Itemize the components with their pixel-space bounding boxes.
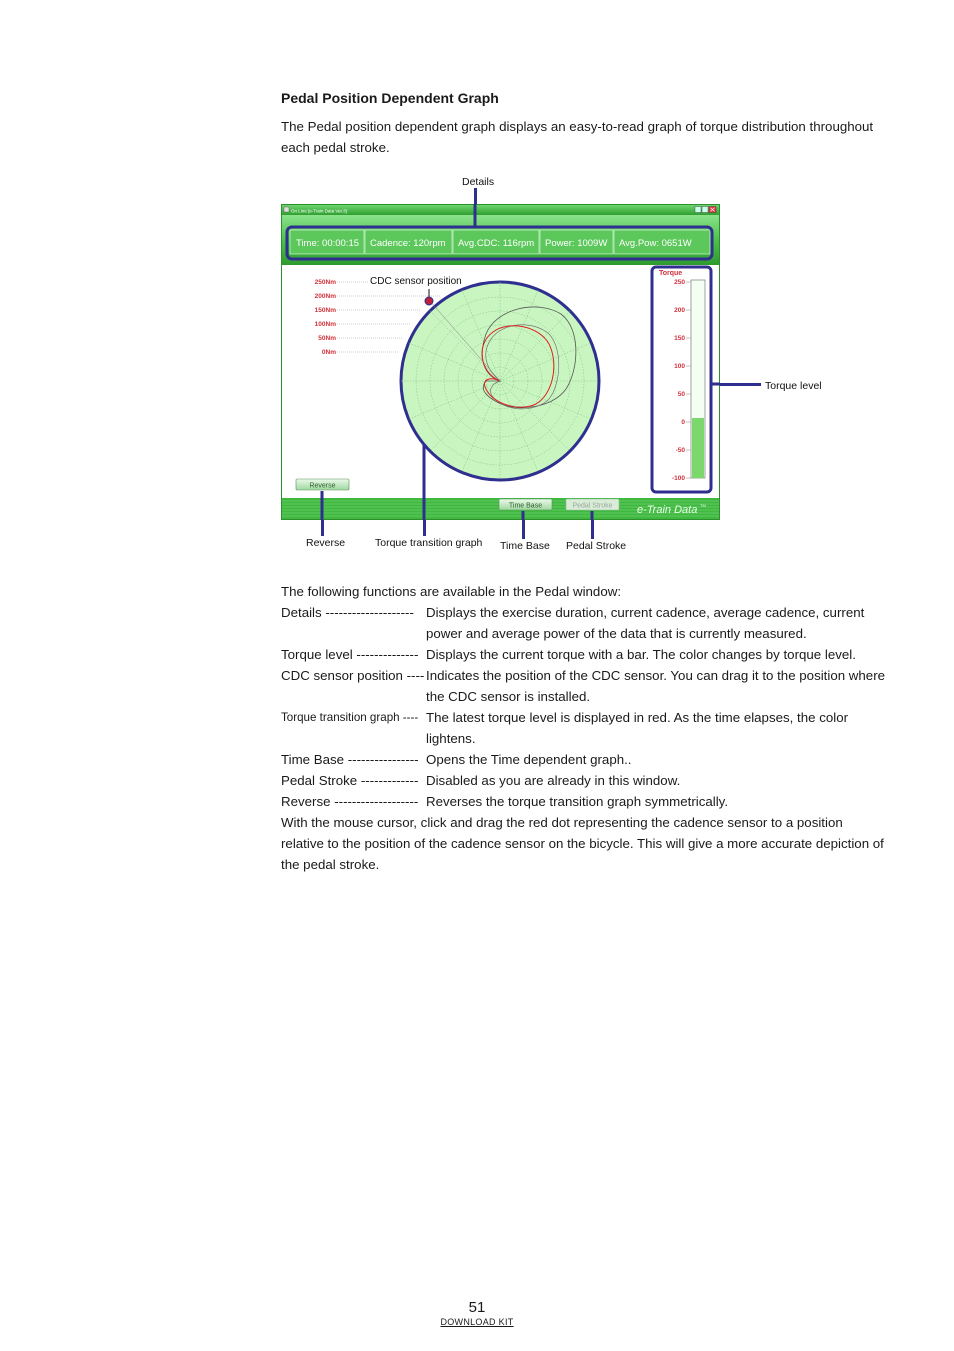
function-desc: Displays the exercise duration, current cadence, average cadence, current power and average power of the data that is currently measured. bbox=[426, 605, 865, 641]
torque-tick: 200 bbox=[674, 307, 685, 314]
nm-label: 0Nm bbox=[321, 349, 336, 356]
function-row-torque-level bbox=[281, 644, 887, 665]
torque-tick: -100 bbox=[671, 475, 685, 482]
reverse-button-label: Reverse bbox=[309, 482, 336, 490]
torque-tick: 150 bbox=[674, 335, 685, 342]
window-title-bar bbox=[282, 205, 719, 215]
callout-cdc-sensor: CDC sensor position bbox=[370, 276, 462, 287]
torque-tick: 250 bbox=[674, 279, 685, 286]
torque-level-callout-line-outer bbox=[720, 383, 761, 386]
minimize-button[interactable] bbox=[695, 207, 701, 213]
detail-cadence: Cadence: 120rpm bbox=[370, 238, 446, 249]
nm-label: 200Nm bbox=[314, 293, 336, 300]
time-base-button-label: Time Base bbox=[508, 502, 543, 510]
function-row-time-base bbox=[281, 749, 887, 770]
callout-details: Details bbox=[462, 176, 495, 188]
function-term: Torque transition graph ---- bbox=[281, 711, 419, 724]
callout-torque-graph: Torque transition graph bbox=[375, 537, 483, 549]
callout-reverse: Reverse bbox=[306, 537, 346, 549]
torque-tick: 50 bbox=[677, 391, 685, 398]
function-row-pedal-stroke bbox=[281, 770, 887, 791]
function-row-reverse bbox=[281, 791, 887, 812]
pedal-stroke-button-label: Pedal Stroke bbox=[572, 502, 613, 510]
detail-avg-pow: Avg.Pow: 0651W bbox=[619, 238, 692, 249]
window-title: On Line [e-Train Data Ver.3] bbox=[291, 208, 347, 214]
function-desc: Opens the Time dependent graph.. bbox=[426, 752, 632, 767]
pedal-window-figure bbox=[281, 204, 720, 520]
torque-tick: -50 bbox=[675, 447, 685, 454]
graph-callout-line-lower bbox=[423, 520, 426, 536]
app-icon bbox=[284, 207, 289, 212]
reverse-callout-line-lower bbox=[321, 520, 324, 536]
functions-intro: The following functions are available in the Pedal window: bbox=[281, 584, 622, 599]
torque-tick: 100 bbox=[674, 363, 685, 370]
torque-bar-fill bbox=[692, 418, 704, 478]
brand-trademark: TM bbox=[700, 503, 706, 508]
function-term: Details -------------------- bbox=[281, 605, 414, 620]
torque-bar-title: Torque bbox=[659, 270, 683, 277]
page-number: 51 bbox=[468, 1299, 486, 1316]
callout-time-base: Time Base bbox=[500, 540, 550, 552]
brand-logo: e-Train Data bbox=[637, 504, 698, 516]
function-term: Reverse ------------------- bbox=[281, 794, 419, 809]
intro-paragraph: The Pedal position dependent graph displays an easy-to-read graph of torque distribution throughout each pedal stroke. bbox=[281, 119, 874, 155]
function-row-details bbox=[281, 602, 887, 644]
pedal-stroke-callout-line-lower bbox=[591, 520, 594, 539]
function-desc: Indicates the position of the CDC sensor. You can drag it to the position where the CDC sensor is installed. bbox=[426, 668, 886, 704]
function-term: CDC sensor position ---- bbox=[281, 668, 425, 683]
detail-avg-cdc: Avg.CDC: 116rpm bbox=[458, 238, 535, 249]
time-base-callout-line-lower bbox=[522, 520, 525, 539]
callout-torque-level: Torque level bbox=[765, 380, 822, 392]
nm-label: 150Nm bbox=[314, 307, 336, 314]
nm-label: 50Nm bbox=[318, 335, 336, 342]
function-desc: Displays the current torque with a bar. The color changes by torque level. bbox=[426, 647, 856, 662]
function-row-cdc-sensor bbox=[281, 665, 887, 707]
download-kit-link[interactable]: DOWNLOAD KIT bbox=[440, 1317, 514, 1327]
function-term: Pedal Stroke ------------- bbox=[281, 773, 419, 788]
section-heading: Pedal Position Dependent Graph bbox=[281, 90, 499, 106]
function-desc: Disabled as you are already in this window. bbox=[426, 773, 681, 788]
cdc-sensor-dot[interactable] bbox=[425, 297, 433, 305]
closing-paragraph: With the mouse cursor, click and drag the red dot representing the cadence sensor to a position relative to the position of the cadence sensor on the bicycle. This will give a more accurate depiction of the pedal stroke. bbox=[281, 815, 884, 872]
details-callout-line-upper bbox=[474, 188, 477, 204]
torque-tick: 0 bbox=[681, 419, 685, 426]
nm-label: 100Nm bbox=[314, 321, 336, 328]
function-desc: The latest torque level is displayed in red. As the time elapses, the color lightens. bbox=[426, 710, 849, 746]
function-row-torque-graph bbox=[281, 707, 887, 749]
callout-pedal-stroke: Pedal Stroke bbox=[566, 540, 627, 552]
nm-label: 250Nm bbox=[314, 279, 336, 286]
detail-time: Time: 00:00:15 bbox=[296, 238, 360, 249]
function-desc: Reverses the torque transition graph symmetrically. bbox=[426, 794, 729, 809]
maximize-button[interactable] bbox=[702, 207, 708, 213]
detail-power: Power: 1009W bbox=[545, 238, 608, 249]
functions-section bbox=[281, 581, 887, 875]
function-term: Time Base ---------------- bbox=[281, 752, 419, 767]
function-term: Torque level -------------- bbox=[281, 647, 419, 662]
